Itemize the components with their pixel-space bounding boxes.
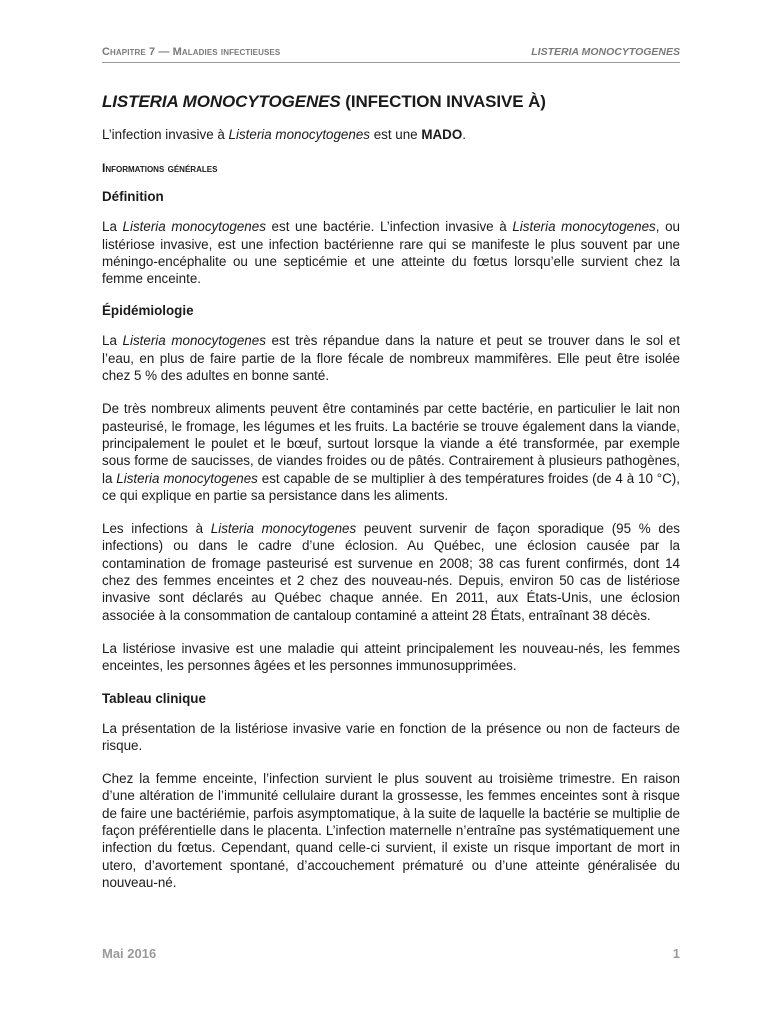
page-number: 1 [672,946,680,961]
intro-mado: MADO [421,127,463,142]
text-run: est une bactérie. L’infection invasive à [265,219,513,235]
heading-tableau-clinique: Tableau clinique [102,690,206,706]
text-run: est très répandue dans la nature et peut se trouver dans le sol et l’eau, en plus de faire partie de la flore fécale de nombreux mammifères. Elle peut être isolée chez 5 % des adultes en bonne santé. [102,333,680,384]
tableau-paragraph-1: La présentation de la listériose invasive varie en fonction de la présence ou non de facteurs de risque. [102,720,680,753]
text-run: peuvent survenir de façon sporadique (95 % des infections) ou dans le cadre d’une éclosion. Au Québec, une éclosion causée par la contamination de fromage pasteurisé est survenue en 2008; 38 cas furent confirmés, dont 14 chez des femmes enceintes et 2 chez des nouveau-nés. Depuis, environ 50 cas de listériose invasive sont déclarés au Québec chaque année. En 2011, aux États-Unis, une éclosion associée à la consommation de cantaloup contaminé a atteint 28 États, entraînant 38 décès. [102,521,680,623]
text-run: La [102,219,123,235]
section-heading-general: Informations générales [102,161,218,176]
heading-definition: Définition [102,189,164,205]
text-run: De très nombreux aliments peuvent être contaminés par cette bactérie, en particulier le lait non pasteurisé, le fromage, les légumes et les fruits. La bactérie se trouve également dans la viande, principalement le poulet et le bœuf, surtout lorsque la viande a été transformée, par exemple sous forme de saucisses, de viandes froides ou de pâtés. Contrairement à plusieurs pathogènes, la [102,401,680,486]
intro-text: est une [369,127,422,142]
epidemiologie-paragraph-3 [102,520,680,624]
page-title [102,92,680,112]
organism-name: Listeria monocytogenes [122,333,266,349]
heading-epidemiologie: Épidémiologie [102,303,194,319]
footer-date: Mai 2016 [102,946,157,961]
organism-name: Listeria monocytogenes [512,219,656,235]
running-header [102,44,680,63]
title-rest: (INFECTION INVASIVE À) [340,92,546,111]
organism-name: Listeria monocytogenes [116,470,258,486]
organism-name: Listeria monocytogenes [122,219,266,235]
intro-organism: Listeria monocytogenes [228,127,370,142]
text-run: Les infections à [102,521,211,537]
header-chapter: Chapitre 7 — Maladies infectieuses [102,46,281,58]
intro-text: L’infection invasive à [102,127,229,142]
text-run: La [102,333,123,349]
main-content [102,92,680,907]
definition-paragraph [102,218,680,287]
intro-paragraph [102,126,680,143]
organism-name: Listeria monocytogenes [210,521,357,537]
text-run: , ou listériose invasive, est une infection bactérienne rare qui se manifeste le plus souvent par une méningo-encéphalite ou une septicémie et une atteinte du fœtus lorsqu’elle survient chez la femme enceinte. [102,219,680,287]
epidemiologie-paragraph-4: La listériose invasive est une maladie qui atteint principalement les nouveau-nés, les femmes enceintes, les personnes âgées et les personnes immunosupprimées. [102,640,680,674]
header-topic: LISTERIA MONOCYTOGENES [531,46,680,58]
tableau-paragraph-2: Chez la femme enceinte, l’infection survient le plus souvent au troisième trimestre. En raison d’une altération de l’immunité cellulaire durant la grossesse, les femmes enceintes sont à risque de faire une bactériémie, parfois asymptomatique, à la suite de laquelle la bactérie se multiplie de façon préférentielle dans le placenta. L’infection maternelle n’entraîne pas systématiquement une infection du fœtus. Cependant, quand celle-ci survient, il existe un risque important de mort in utero, d’avortement spontané, d’accouchement prématuré ou d’une atteinte généralisée du nouveau-né. [102,771,680,890]
text-run: est capable de se multiplier à des températures froides (de 4 à 10 °C), ce qui explique en partie sa persistance dans les aliments. [102,470,680,503]
epidemiologie-paragraph-2 [102,400,680,504]
intro-text: . [462,127,467,142]
title-organism: LISTERIA MONOCYTOGENES [102,92,341,111]
epidemiologie-paragraph-1 [102,332,680,384]
